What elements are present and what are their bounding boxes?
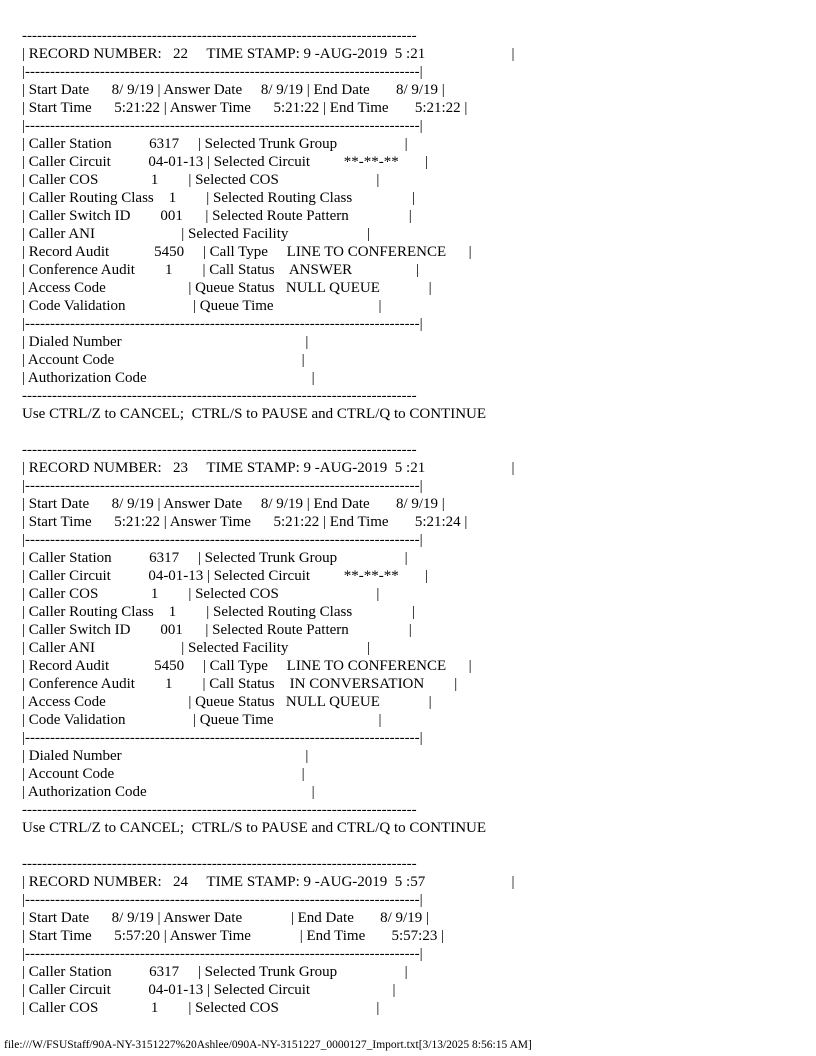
text-line: | Start Date 8/ 9/19 | Answer Date 8/ 9/19 | End Date 8/ 9/19 |	[22, 496, 445, 512]
text-line: | Account Code |	[22, 766, 305, 782]
text-line: | Caller COS 1 | Selected COS |	[22, 1000, 380, 1016]
text-line: | Caller Routing Class 1 | Selected Routing Class |	[22, 604, 416, 620]
text-line: |-------------------------------------------------------------------------------|	[22, 64, 423, 80]
text-line: |-------------------------------------------------------------------------------|	[22, 532, 423, 548]
text-line: | Caller Station 6317 | Selected Trunk Group |	[22, 550, 408, 566]
text-line: | Caller ANI | Selected Facility |	[22, 226, 371, 242]
text-line: | Caller Switch ID 001 | Selected Route Pattern |	[22, 622, 412, 638]
text-line: | Code Validation | Queue Time |	[22, 712, 382, 728]
text-line: |-------------------------------------------------------------------------------|	[22, 946, 423, 962]
text-line: | Start Date 8/ 9/19 | Answer Date 8/ 9/19 | End Date 8/ 9/19 |	[22, 82, 445, 98]
text-line: | Caller Circuit 04-01-13 | Selected Circuit **-**-** |	[22, 568, 429, 584]
text-line: | Access Code | Queue Status NULL QUEUE |	[22, 280, 432, 296]
text-line: | Start Date 8/ 9/19 | Answer Date | End Date 8/ 9/19 |	[22, 910, 429, 926]
text-line: | Caller COS 1 | Selected COS |	[22, 172, 380, 188]
text-line: | Start Time 5:21:22 | Answer Time 5:21:22 | End Time 5:21:24 |	[22, 514, 468, 530]
text-line: | Authorization Code |	[22, 370, 315, 386]
text-line: |-------------------------------------------------------------------------------|	[22, 730, 423, 746]
text-line: | Caller COS 1 | Selected COS |	[22, 586, 380, 602]
file-path-footer: file:///W/FSUStaff/90A-NY-3151227%20Ashlee/090A-NY-3151227_0000127_Import.txt[3/13/2025 8:56:15 AM]	[4, 1039, 532, 1051]
text-line: -------------------------------------------------------------------------------	[22, 856, 417, 872]
text-line: | Caller Circuit 04-01-13 | Selected Circuit |	[22, 982, 396, 998]
text-line: | Record Audit 5450 | Call Type LINE TO CONFERENCE |	[22, 244, 472, 260]
text-line: | Authorization Code |	[22, 784, 315, 800]
text-line: | RECORD NUMBER: 24 TIME STAMP: 9 -AUG-2019 5 :57 |	[22, 874, 515, 890]
text-line: | Caller Station 6317 | Selected Trunk Group |	[22, 136, 408, 152]
text-line: -------------------------------------------------------------------------------	[22, 28, 417, 44]
text-line: | Record Audit 5450 | Call Type LINE TO CONFERENCE |	[22, 658, 472, 674]
text-line: |-------------------------------------------------------------------------------|	[22, 892, 423, 908]
text-line: | Access Code | Queue Status NULL QUEUE |	[22, 694, 432, 710]
text-line: | Dialed Number |	[22, 334, 309, 350]
text-line: | Conference Audit 1 | Call Status ANSWER |	[22, 262, 419, 278]
text-line: | Caller ANI | Selected Facility |	[22, 640, 371, 656]
text-line: | Account Code |	[22, 352, 305, 368]
text-line: |-------------------------------------------------------------------------------|	[22, 316, 423, 332]
text-line: | Caller Switch ID 001 | Selected Route Pattern |	[22, 208, 412, 224]
text-line: |-------------------------------------------------------------------------------|	[22, 478, 423, 494]
text-line: -------------------------------------------------------------------------------	[22, 802, 417, 818]
text-line: | Code Validation | Queue Time |	[22, 298, 382, 314]
text-line: |-------------------------------------------------------------------------------|	[22, 118, 423, 134]
text-line: | Dialed Number |	[22, 748, 309, 764]
text-line: | Caller Routing Class 1 | Selected Routing Class |	[22, 190, 416, 206]
text-line: | RECORD NUMBER: 23 TIME STAMP: 9 -AUG-2019 5 :21 |	[22, 460, 515, 476]
text-line: | Caller Station 6317 | Selected Trunk Group |	[22, 964, 408, 980]
text-line: -------------------------------------------------------------------------------	[22, 442, 417, 458]
text-line: | Start Time 5:57:20 | Answer Time | End Time 5:57:23 |	[22, 928, 445, 944]
text-line: Use CTRL/Z to CANCEL; CTRL/S to PAUSE and CTRL/Q to CONTINUE	[22, 820, 487, 836]
text-line: | Conference Audit 1 | Call Status IN CONVERSATION |	[22, 676, 458, 692]
text-line: | Start Time 5:21:22 | Answer Time 5:21:22 | End Time 5:21:22 |	[22, 100, 468, 116]
text-line: | RECORD NUMBER: 22 TIME STAMP: 9 -AUG-2019 5 :21 |	[22, 46, 515, 62]
text-line: Use CTRL/Z to CANCEL; CTRL/S to PAUSE and CTRL/Q to CONTINUE	[22, 406, 487, 422]
text-line: | Caller Circuit 04-01-13 | Selected Circuit **-**-** |	[22, 154, 429, 170]
text-line: -------------------------------------------------------------------------------	[22, 388, 417, 404]
